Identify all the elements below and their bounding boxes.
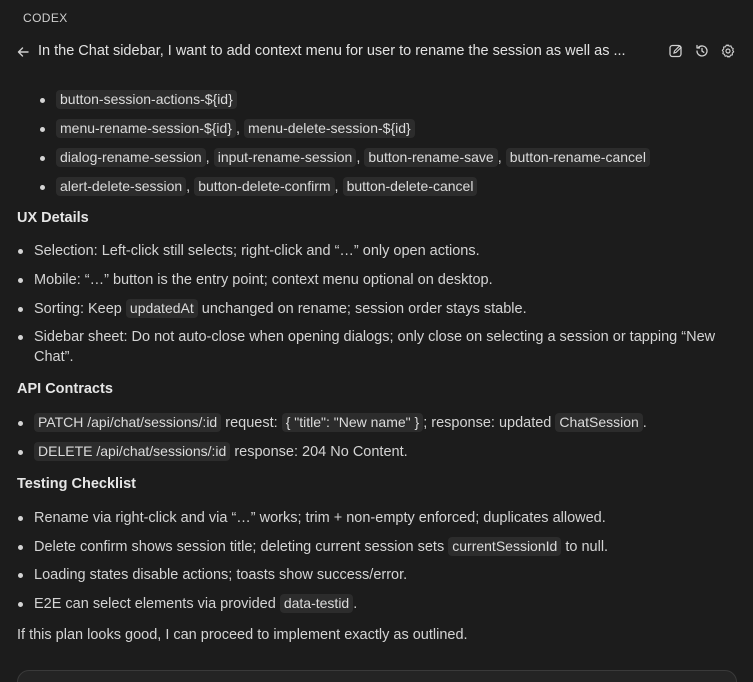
inline-code: input-rename-session [214, 148, 357, 167]
list-item [34, 537, 608, 557]
text: . [642, 415, 647, 431]
list-item [56, 177, 477, 197]
text: Sorting: Keep [34, 301, 122, 317]
inline-code: button-rename-cancel [506, 148, 650, 167]
separator: , [497, 150, 502, 166]
inline-code: button-rename-save [364, 148, 497, 167]
thread-header [0, 40, 753, 64]
composer-input[interactable] [17, 670, 737, 682]
list-item: Selection: Left-click still selects; right-click and “…” only open actions. [34, 243, 480, 259]
list-item [56, 90, 237, 110]
inline-code: ChatSession [555, 413, 642, 432]
inline-code: alert-delete-session [56, 177, 186, 196]
list-item [34, 442, 408, 462]
closing-paragraph: If this plan looks good, I can proceed to implement exactly as outlined. [17, 627, 468, 643]
history-icon[interactable] [694, 43, 710, 59]
list-item [34, 299, 527, 319]
text: response: 204 No Content. [234, 444, 408, 460]
thread-title: In the Chat sidebar, I want to add context menu for user to rename the session as well as ... [38, 43, 626, 59]
separator: , [186, 179, 191, 195]
section-heading-ux: UX Details [17, 210, 89, 226]
inline-code: updatedAt [126, 299, 198, 318]
inline-code: button-delete-cancel [343, 177, 478, 196]
inline-code: menu-rename-session-${id} [56, 119, 236, 138]
section-heading-testing: Testing Checklist [17, 476, 136, 492]
separator: , [205, 150, 210, 166]
edit-icon[interactable] [668, 43, 684, 59]
list-item: Sidebar sheet: Do not auto-close when opening dialogs; only close on selecting a session or tapping “New Chat”. [34, 327, 724, 367]
separator: , [334, 179, 339, 195]
inline-code: { "title": "New name" } [282, 413, 424, 432]
list-item [56, 148, 650, 168]
text: request: [225, 415, 278, 431]
inline-code: data-testid [280, 594, 353, 613]
inline-code: button-session-actions-${id} [56, 90, 237, 109]
inline-code: currentSessionId [448, 537, 561, 556]
app-label: CODEX [23, 11, 68, 25]
text: ; response: updated [423, 415, 552, 431]
list-item [34, 413, 647, 433]
separator: , [356, 150, 361, 166]
inline-code: button-delete-confirm [194, 177, 334, 196]
list-item [56, 119, 415, 139]
inline-code: PATCH /api/chat/sessions/:id [34, 413, 221, 432]
text: Delete confirm shows session title; deleting current session sets [34, 539, 445, 555]
text: unchanged on rename; session order stays stable. [201, 301, 527, 317]
inline-code: menu-delete-session-${id} [244, 119, 415, 138]
inline-code: DELETE /api/chat/sessions/:id [34, 442, 230, 461]
back-icon[interactable] [15, 44, 31, 60]
list-item: Loading states disable actions; toasts show success/error. [34, 567, 408, 583]
settings-icon[interactable] [720, 43, 736, 59]
list-item [34, 594, 357, 614]
list-item: Rename via right-click and via “…” works; trim + non-empty enforced; duplicates allowed. [34, 510, 606, 526]
text: E2E can select elements via provided [34, 596, 276, 612]
text: to null. [565, 539, 609, 555]
separator: , [235, 121, 241, 137]
section-heading-api: API Contracts [17, 381, 113, 397]
list-item: Mobile: “…” button is the entry point; context menu optional on desktop. [34, 272, 493, 288]
inline-code: dialog-rename-session [56, 148, 206, 167]
text: . [353, 596, 358, 612]
